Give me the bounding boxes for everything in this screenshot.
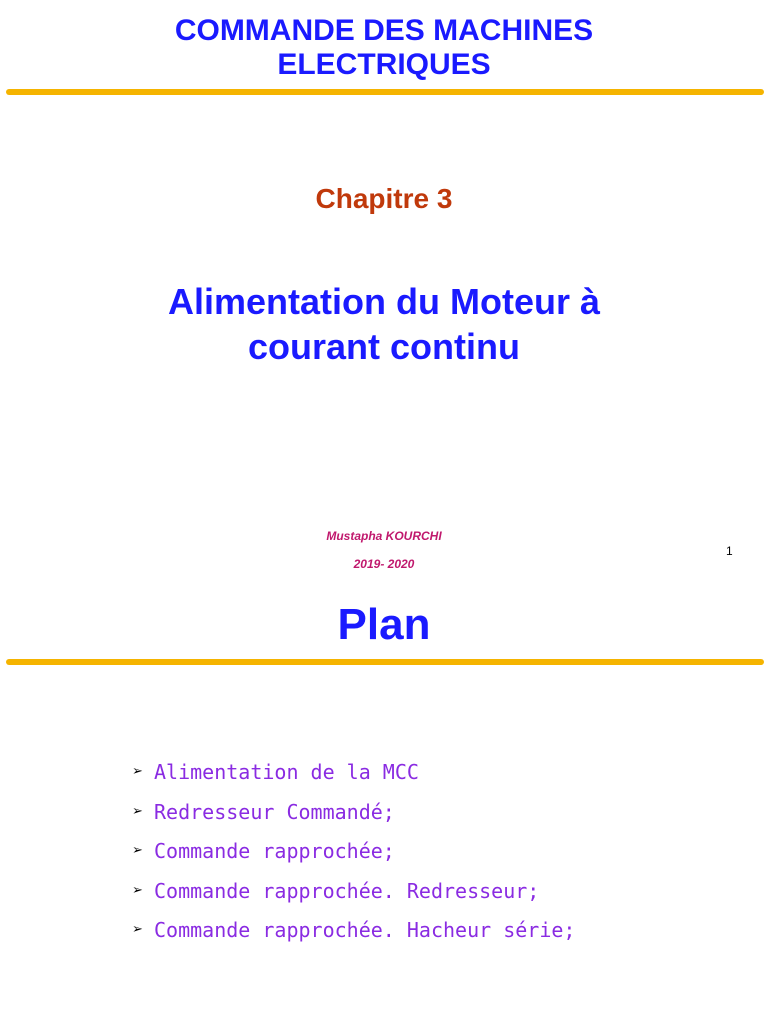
plan-slide: [0, 585, 768, 1024]
list-item: [132, 757, 575, 787]
arrowhead-right-icon: ➢: [132, 803, 143, 819]
list-item: [132, 915, 575, 945]
chapter-label: Chapitre 3: [315, 183, 453, 214]
chapter-title: [0, 279, 768, 369]
list-item-text: Redresseur Commandé;: [154, 799, 395, 824]
plan-list: [132, 757, 575, 955]
course-title-line-1: COMMANDE DES MACHINES: [174, 14, 594, 47]
author-name: Mustapha KOURCHI: [326, 529, 442, 543]
plan-title: Plan: [337, 600, 431, 649]
chapter-title-line-1: Alimentation du Moteur à: [168, 281, 600, 322]
arrowhead-right-icon: ➢: [132, 843, 143, 858]
page-number: 1: [726, 544, 733, 558]
list-item-text: Commande rapprochée. Redresseur;: [154, 878, 540, 903]
chapter-title-line-2: courant continu: [248, 326, 520, 367]
arrowhead-right-icon: ➢: [132, 922, 143, 937]
list-item-text: Commande rapprochée;: [154, 839, 395, 863]
course-title: [0, 14, 768, 82]
title-divider: [6, 89, 764, 95]
course-title-line-2: ELECTRIQUES: [277, 48, 491, 81]
list-item-text: Commande rapprochée. Hacheur série;: [154, 918, 576, 942]
list-item: [132, 836, 575, 866]
academic-year: 2019- 2020: [353, 557, 415, 571]
plan-divider: [6, 659, 764, 665]
list-item: [132, 797, 575, 827]
arrowhead-right-icon: ➢: [132, 882, 143, 898]
list-item-text: Alimentation de la MCC: [154, 760, 419, 784]
arrowhead-right-icon: ➢: [132, 764, 143, 779]
list-item: [132, 876, 575, 906]
